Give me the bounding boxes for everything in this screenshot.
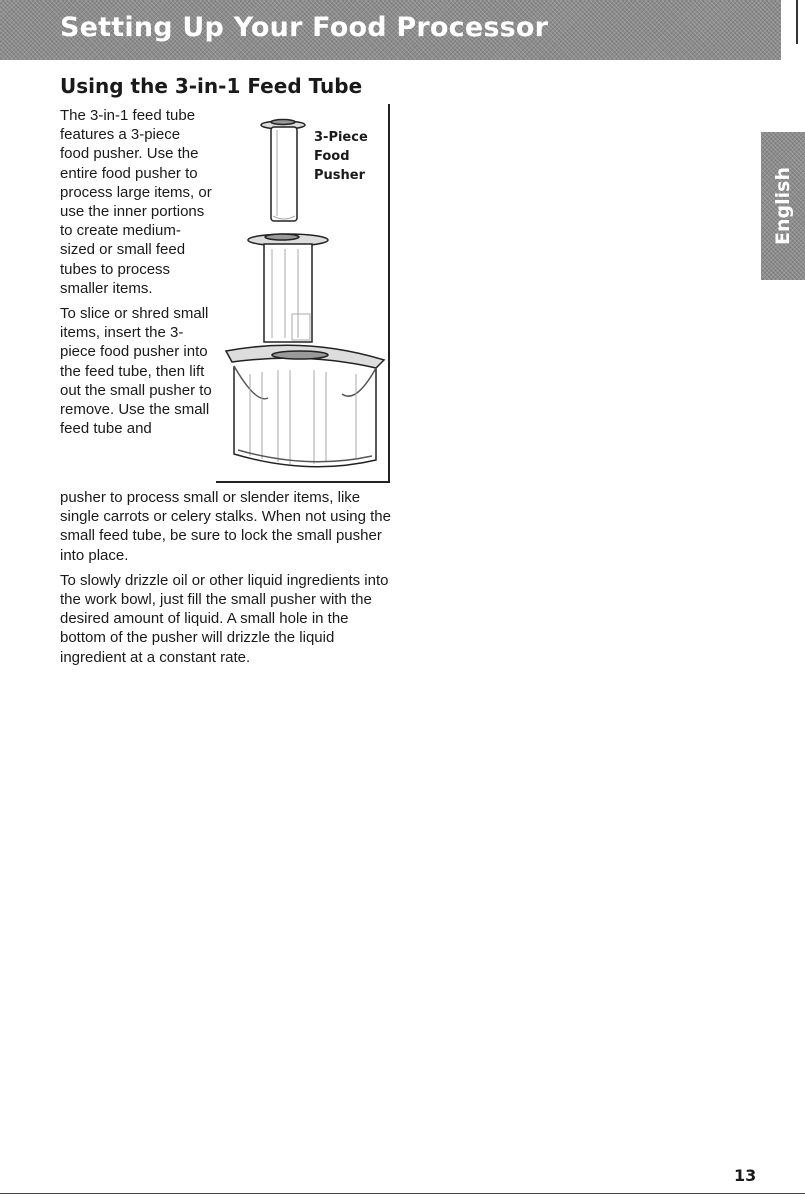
text-column-wrapped [60,106,212,438]
paragraph-2-start: To slice or shred small items, insert the 3-piece food pusher into the feed tube, then lift out the small pusher to remove. Use the small feed tube and [60,305,212,438]
paragraph-1: The 3-in-1 feed tube features a 3-piece food pusher. Use the entire food pusher to process large items, or use the inner portions to create medium-sized or small feed tubes to process smaller items. [60,107,212,297]
feed-tube-illustration [216,104,390,483]
section-banner [0,0,781,60]
large-pusher-part [226,345,384,467]
text-column-full [60,488,395,667]
paragraph-2-end: pusher to process small or slender items, like single carrots or celery stalks. When not using the small feed tube, be sure to lock the small pusher into place. [60,489,391,564]
footer-rule [0,1193,805,1194]
page-number: 13 [734,1166,757,1185]
small-pusher-part [261,120,305,222]
paragraph-3: To slowly drizzle oil or other liquid ingredients into the work bowl, just fill the small pusher with the desired amount of liquid. A small hole in the bottom of the pusher will drizzle the liquid ingredient at a constant rate. [60,571,389,666]
page-title: Setting Up Your Food Processor [60,12,549,43]
edge-rule [796,0,798,44]
language-tab-label: English [772,167,794,245]
pusher-callout: 3-Piece Food Pusher [314,130,368,183]
medium-pusher-part [248,234,328,342]
language-tab [761,132,805,280]
section-heading: Using the 3-in-1 Feed Tube [60,74,363,98]
